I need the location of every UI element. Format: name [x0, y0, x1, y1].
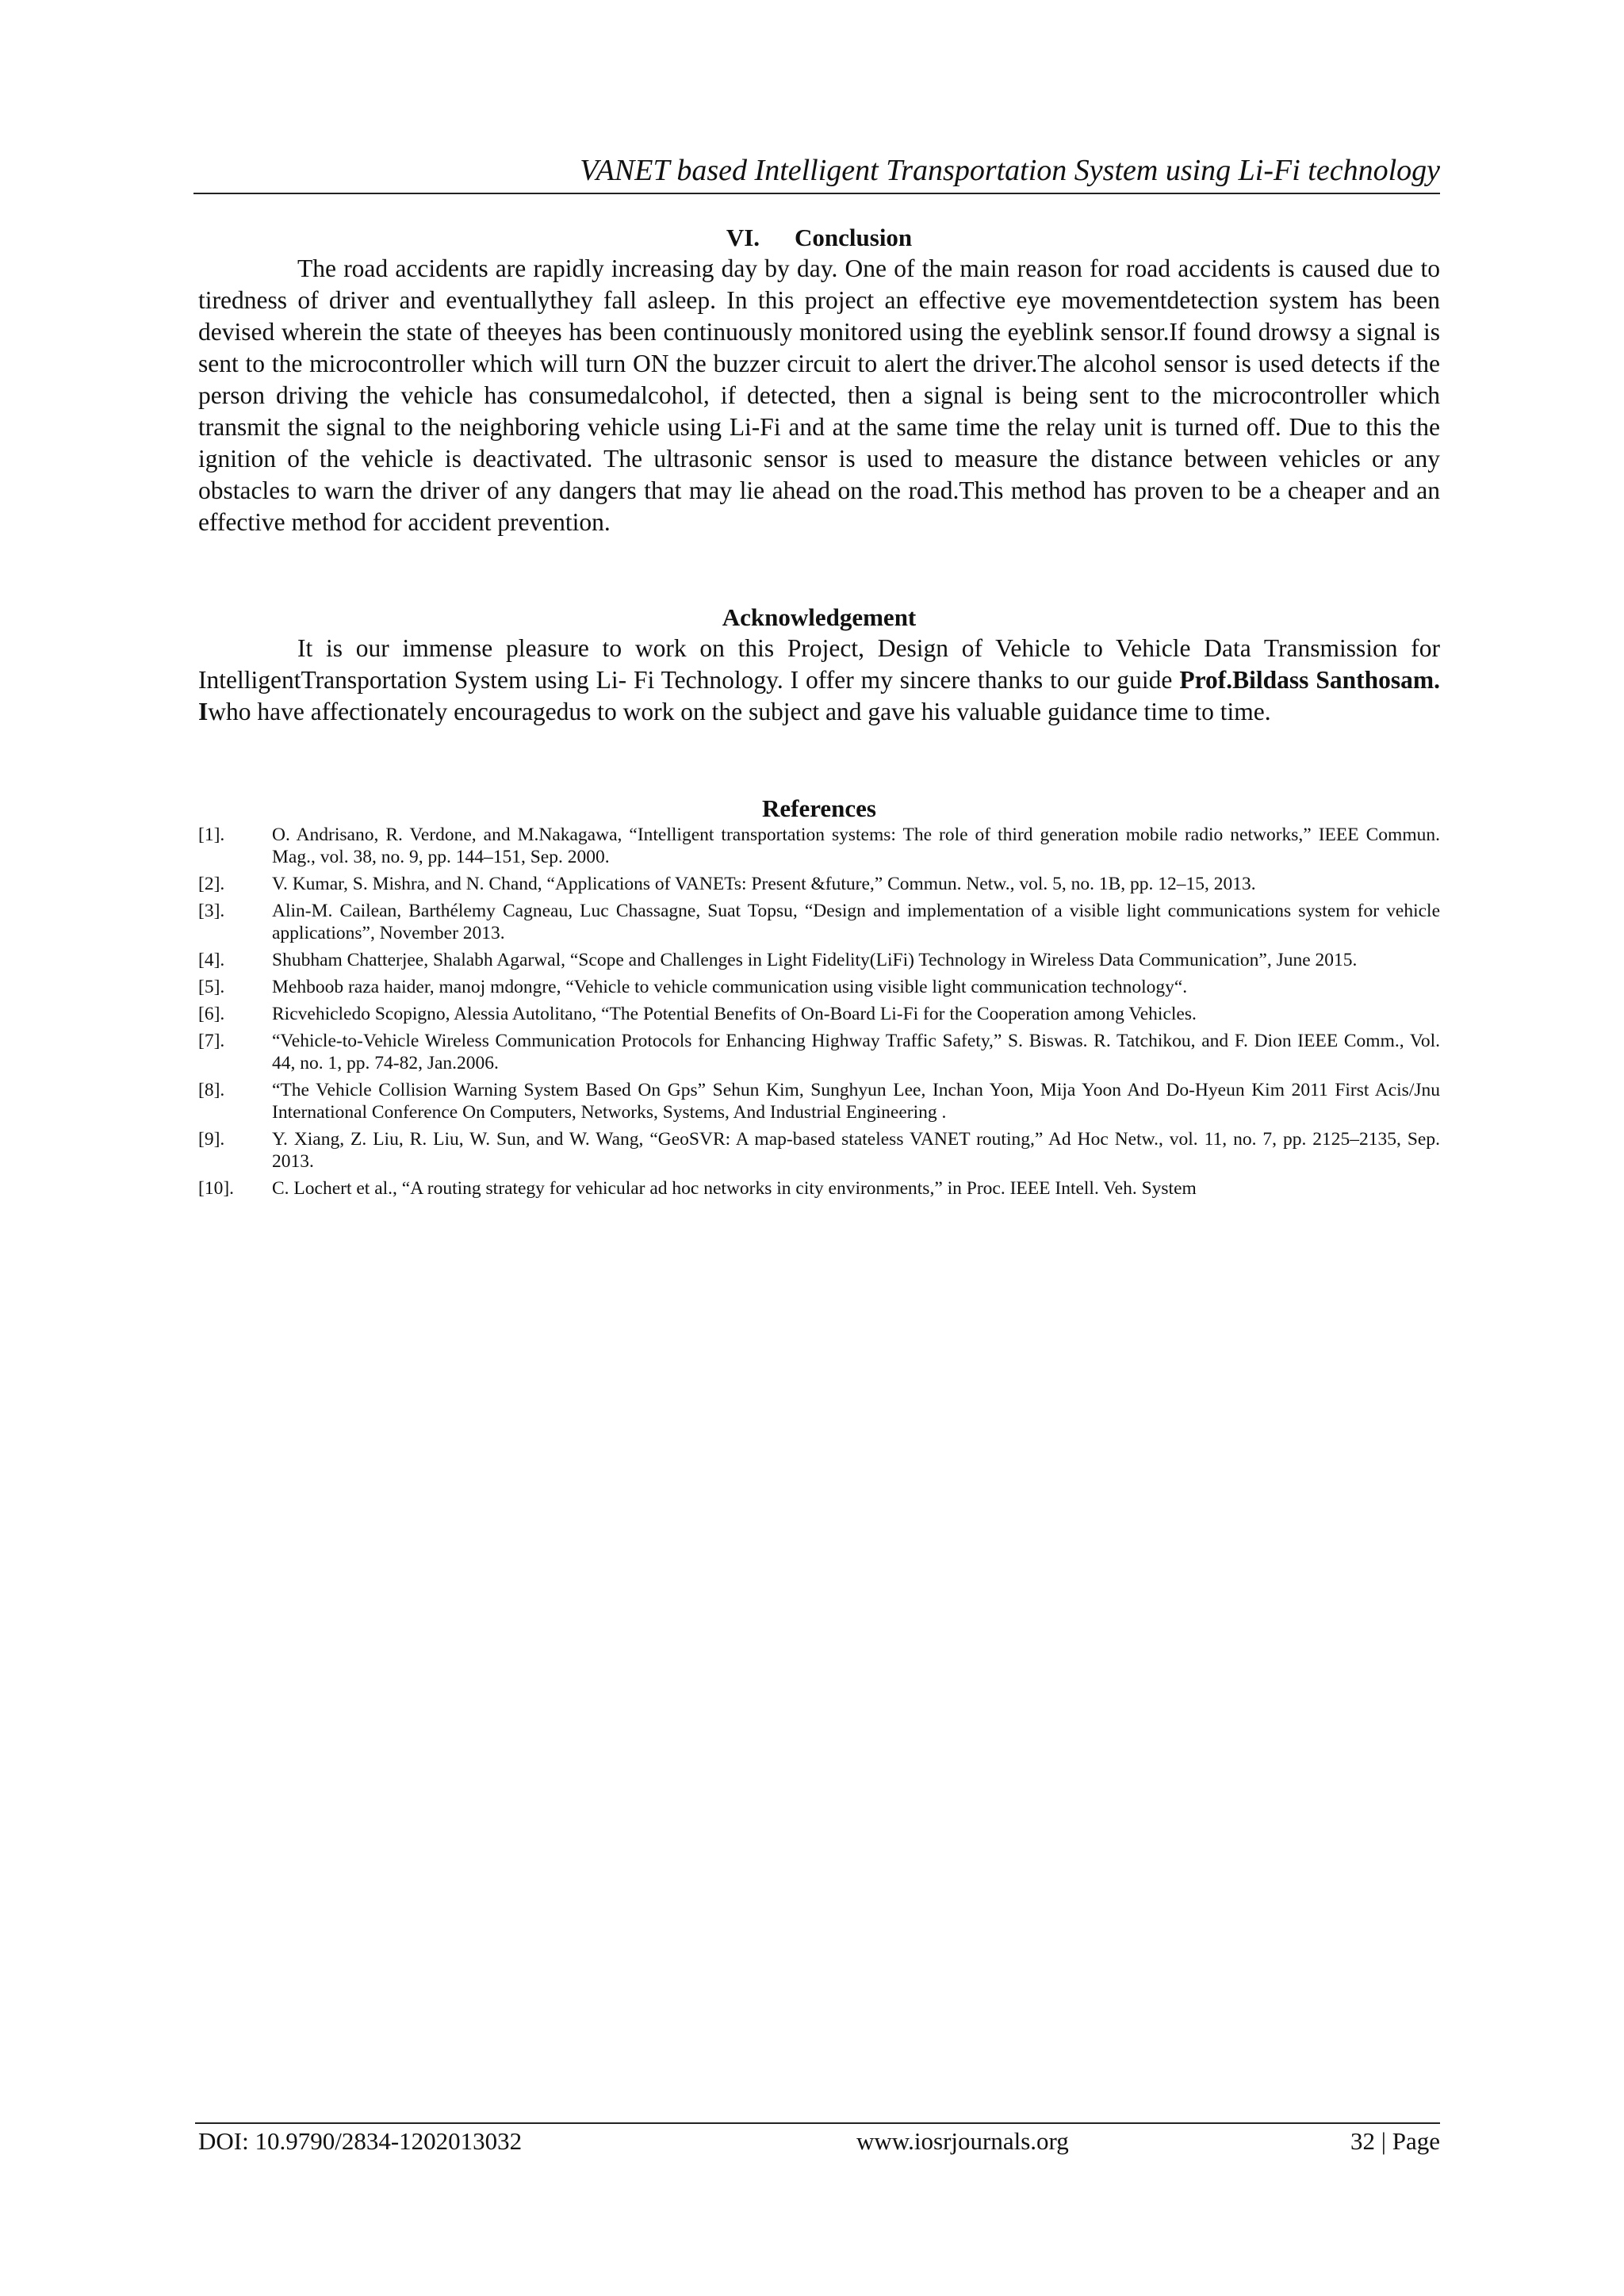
reference-number: [6].: [198, 1004, 225, 1024]
reference-list: [198, 824, 1440, 1200]
reference-text: Alin-M. Cailean, Barthélemy Cagneau, Luc Chassagne, Suat Topsu, “Design and implementation of a visible light communications system for vehicle applications”, November 2013.: [272, 901, 1440, 943]
reference-item: [198, 1177, 1440, 1200]
header-rule: [193, 193, 1440, 194]
reference-item: [198, 1128, 1440, 1173]
conclusion-paragraph: The road accidents are rapidly increasing day by day. One of the main reason for road accidents is caused due to tiredness of driver and eventuallythey fall asleep. In this project an effective eye movementdetection system has been devised wherein the state of theeyes has been continuously monitored using the eyeblink sensor.If found drowsy a signal is sent to the microcontroller which will turn ON the buzzer circuit to alert the driver.The alcohol sensor is used detects if the person driving the vehicle has consumedalcohol, if detected, then a signal is being sent to the microcontroller which transmit the signal to the neighboring vehicle using Li-Fi and at the same time the relay unit is turned off. Due to this the ignition of the vehicle is deactivated. The ultrasonic sensor is used to measure the distance between vehicles or any obstacles to warn the driver of any dangers that may lie ahead on the road.This method has proven to be a cheaper and an effective method for accident prevention.: [198, 254, 1440, 536]
reference-number: [7].: [198, 1031, 225, 1051]
reference-number: [2].: [198, 874, 225, 894]
reference-text: Mehboob raza haider, manoj mdongre, “Vehicle to vehicle communication using visible light communication technology“.: [272, 977, 1188, 997]
footer-page-number: 32 | Page: [1350, 2127, 1440, 2155]
reference-text: “The Vehicle Collision Warning System Based On Gps” Sehun Kim, Sunghyun Lee, Inchan Yoon, Mija Yoon And Do-Hyeun Kim 2011 First Acis/Jnu International Conference On Computers, Networks, Systems, And Industrial Engineering .: [272, 1080, 1440, 1123]
acknowledgement-text-before: It is our immense pleasure to work on this Project, Design of Vehicle to Vehicle Data Transmission for IntelligentTransportation System using Li- Fi Technology. I offer my sincere thanks to our guide: [198, 634, 1440, 694]
conclusion-section: [198, 223, 1440, 538]
paper-page: [198, 0, 1440, 2296]
footer-rule: [195, 2122, 1440, 2124]
acknowledgement-section: [198, 603, 1440, 728]
conclusion-section-number: VI.: [726, 224, 760, 251]
conclusion-title: Conclusion: [795, 224, 913, 251]
reference-item: [198, 873, 1440, 895]
footer-website: www.iosrjournals.org: [856, 2127, 1069, 2155]
reference-item: [198, 1030, 1440, 1074]
reference-text: V. Kumar, S. Mishra, and N. Chand, “Applications of VANETs: Present &future,” Commun. Netw., vol. 5, no. 1B, pp. 12–15, 2013.: [272, 874, 1256, 894]
reference-number: [3].: [198, 901, 225, 921]
reference-item: [198, 1079, 1440, 1123]
conclusion-heading: [198, 223, 1440, 253]
reference-number: [5].: [198, 977, 225, 997]
reference-text: O. Andrisano, R. Verdone, and M.Nakagawa, “Intelligent transportation systems: The role of third generation mobile radio networks,” IEEE Commun. Mag., vol. 38, no. 9, pp. 144–151, Sep. 2000.: [272, 825, 1440, 867]
reference-text: Y. Xiang, Z. Liu, R. Liu, W. Sun, and W. Wang, “GeoSVR: A map-based stateless VANET routing,” Ad Hoc Netw., vol. 11, no. 7, pp. 2125–2135, Sep. 2013.: [272, 1129, 1440, 1172]
footer-doi: DOI: 10.9790/2834-1202013032: [198, 2127, 523, 2155]
reference-item: [198, 1003, 1440, 1025]
reference-number: [9].: [198, 1129, 225, 1150]
references-heading: References: [761, 794, 876, 822]
reference-item: [198, 949, 1440, 971]
running-header: VANET based Intelligent Transportation System using Li-Fi technology: [580, 154, 1440, 187]
references-section: [198, 794, 1440, 1204]
acknowledgement-paragraph: [198, 633, 1440, 728]
reference-number: [10].: [198, 1178, 235, 1199]
reference-text: Ricvehicledo Scopigno, Alessia Autolitano, “The Potential Benefits of On-Board Li-Fi for the Cooperation among Vehicles.: [272, 1004, 1197, 1024]
guide-name: Prof.Bildass Santhosam. I: [198, 666, 1440, 725]
reference-text: “Vehicle-to-Vehicle Wireless Communication Protocols for Enhancing Highway Traffic Safety,” S. Biswas. R. Tatchikou, and F. Dion IEEE Comm., Vol. 44, no. 1, pp. 74-82, Jan.2006.: [272, 1031, 1440, 1073]
reference-item: [198, 900, 1440, 944]
reference-text: Shubham Chatterjee, Shalabh Agarwal, “Scope and Challenges in Light Fidelity(LiFi) Technology in Wireless Data Communication”, June 2015.: [272, 950, 1358, 970]
acknowledgement-heading: Acknowledgement: [722, 603, 917, 631]
reference-item: [198, 976, 1440, 998]
reference-number: [1].: [198, 825, 225, 845]
reference-number: [8].: [198, 1080, 225, 1100]
reference-text: C. Lochert et al., “A routing strategy for vehicular ad hoc networks in city environments,” in Proc. IEEE Intell. Veh. System: [272, 1178, 1197, 1199]
reference-item: [198, 824, 1440, 868]
reference-number: [4].: [198, 950, 225, 970]
acknowledgement-text-after: who have affectionately encouragedus to work on the subject and gave his valuable guidance time to time.: [208, 698, 1271, 725]
